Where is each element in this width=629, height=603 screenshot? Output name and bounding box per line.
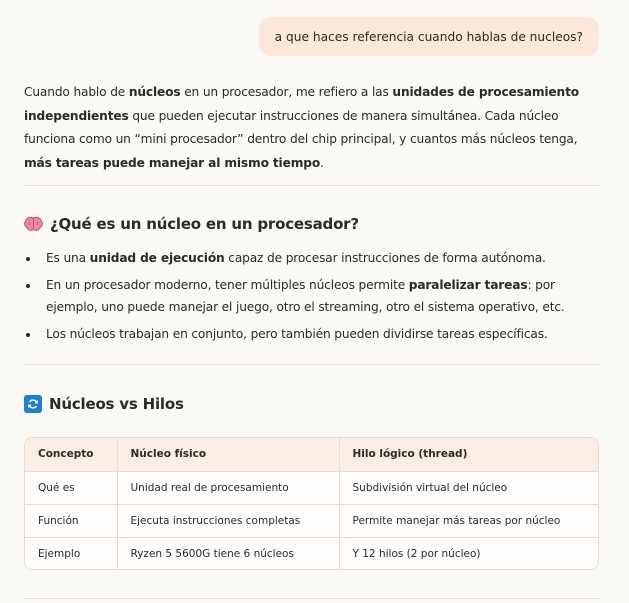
bullet-text: capaz de procesar instrucciones de forma autónoma. xyxy=(224,251,546,265)
divider-2 xyxy=(24,364,599,365)
intro-bold-2: unidades de procesamiento independientes xyxy=(24,85,579,123)
table-header-row xyxy=(25,438,598,471)
intro-text-4: . xyxy=(320,155,324,170)
bullet-text: Los núcleos trabajan en conjunto, pero también pueden dividirse tareas específicas. xyxy=(46,327,548,341)
intro-text-2: en un procesador, me refiero a las xyxy=(180,85,393,99)
column-header: Concepto xyxy=(25,438,117,471)
table-row xyxy=(25,471,598,504)
intro-text-1: Cuando hablo de xyxy=(24,85,129,99)
bullet-text: En un procesador moderno, tener múltiples núcleos permite xyxy=(46,278,409,292)
table-cell: Ejecuta instrucciones completas xyxy=(117,504,339,537)
table-cell: Unidad real de procesamiento xyxy=(117,471,339,504)
section-title-nucleo: ¿Qué es un núcleo en un procesador? xyxy=(50,215,359,233)
intro-text-3: que pueden ejecutar instrucciones de manera simultánea. Cada núcleo funciona como un “mini procesador” dentro del chip principal, y cuantos más núcleos tenga, xyxy=(24,108,578,146)
user-message-text: a que haces referencia cuando hablas de nucleos? xyxy=(274,29,583,44)
table-cell: Ryzen 5 5600G tiene 6 núcleos xyxy=(117,537,339,570)
table-cell: Subdivisión virtual del núcleo xyxy=(339,471,598,504)
intro-bold-1: núcleos xyxy=(128,85,181,99)
user-message-bubble xyxy=(259,17,599,56)
section-heading-hilos xyxy=(24,395,184,413)
list-item xyxy=(24,274,599,318)
table-row xyxy=(25,504,598,537)
column-header: Hilo lógico (thread) xyxy=(339,438,598,471)
column-header: Núcleo físico xyxy=(117,438,339,471)
section-heading-nucleo xyxy=(24,215,359,233)
nucleo-bullet-list xyxy=(24,247,599,350)
table-row xyxy=(25,537,598,570)
table-cell: Ejemplo xyxy=(25,537,117,570)
section-title-hilos: Núcleos vs Hilos xyxy=(49,395,184,413)
bullet-bold: paralelizar tareas xyxy=(408,278,528,292)
table-cell: Permite manejar más tareas por núcleo xyxy=(339,504,598,537)
table-cell: Función xyxy=(25,504,117,537)
divider-3 xyxy=(24,598,599,599)
list-item xyxy=(24,247,599,269)
answer-intro-paragraph xyxy=(24,81,599,175)
intro-bold-3: más tareas puede manejar al mismo tiempo xyxy=(24,155,321,170)
bullet-text: Es una xyxy=(46,251,90,265)
list-item xyxy=(24,323,599,345)
table-cell: Y 12 hilos (2 por núcleo) xyxy=(352,547,481,560)
table-cell: Qué es xyxy=(25,471,117,504)
cycle-icon xyxy=(24,395,42,413)
brain-icon xyxy=(24,216,43,232)
comparison-table xyxy=(24,437,599,570)
divider-1 xyxy=(24,185,599,186)
bullet-text: : por ejemplo, uno puede manejar el juego, otro el streaming, otro el sistema operativo, etc. xyxy=(46,278,565,314)
bullet-bold: unidad de ejecución xyxy=(89,251,225,265)
